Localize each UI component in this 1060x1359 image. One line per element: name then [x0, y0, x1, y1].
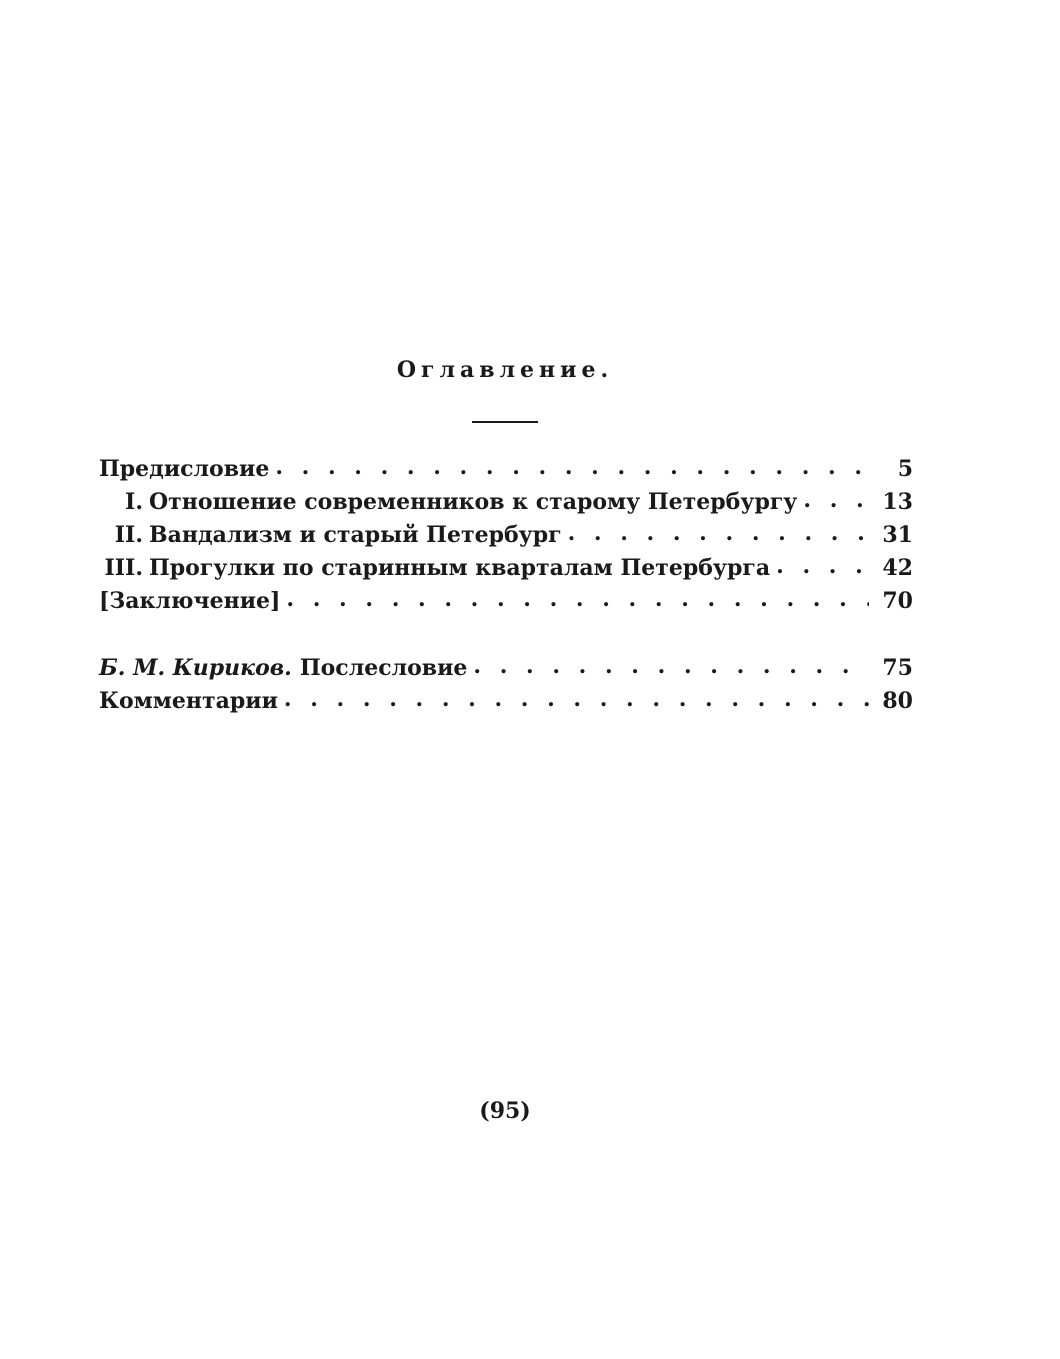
toc-entry-author: Б. М. Кириков.: [99, 655, 292, 681]
chapter-numeral: III.: [104, 555, 143, 581]
dot-leader: [803, 484, 869, 508]
toc-entry-page: 42: [882, 555, 913, 581]
table-of-contents: [99, 453, 913, 718]
toc-entry-page: 75: [882, 655, 913, 681]
dot-leader: [473, 650, 869, 674]
dot-leader: [284, 683, 869, 707]
toc-entry-page: 80: [882, 688, 913, 714]
toc-entry-chapter-2: [99, 519, 913, 552]
dot-leader: [776, 550, 869, 574]
toc-entry-afterword: [99, 652, 913, 685]
dot-leader: [568, 517, 869, 541]
chapter-numeral: II.: [114, 522, 143, 548]
toc-entry-title: [Заключение]: [99, 588, 281, 614]
chapter-numeral: I.: [125, 489, 143, 515]
toc-entry-page: 31: [882, 522, 913, 548]
toc-entry-title: Прогулки по старинным кварталам Петербурга: [149, 555, 771, 581]
toc-entry-commentary: [99, 685, 913, 718]
page-number: (95): [479, 1098, 531, 1124]
toc-entry-page: 5: [897, 456, 913, 482]
toc-entry-chapter-3: [99, 552, 913, 585]
toc-entry-title: Предисловие: [99, 456, 270, 482]
dot-leader: [286, 583, 869, 607]
toc-entry-title: Комментарии: [99, 688, 278, 714]
toc-entry-page: 70: [882, 588, 913, 614]
toc-heading: Оглавление.: [396, 357, 614, 383]
dot-leader: [275, 451, 869, 475]
toc-entry-chapter-1: [99, 486, 913, 519]
toc-entry-title: Вандализм и старый Петербург: [149, 522, 562, 548]
toc-entry-page: 13: [882, 489, 913, 515]
toc-entry-conclusion: [99, 585, 913, 618]
toc-entry-preface: [99, 453, 913, 486]
heading-rule: [472, 421, 538, 423]
toc-entry-title: Послесловие: [299, 655, 468, 681]
toc-entry-title: Отношение современников к старому Петербургу: [149, 489, 798, 515]
